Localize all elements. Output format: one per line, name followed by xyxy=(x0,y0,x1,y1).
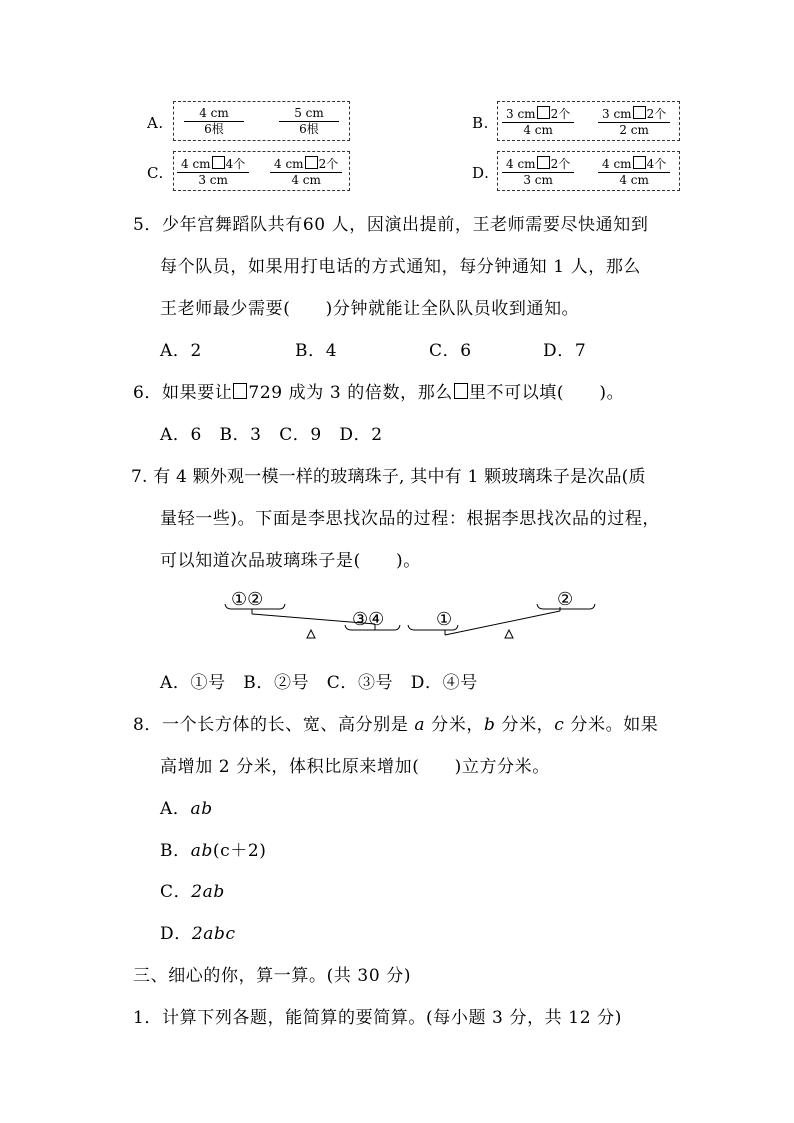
blank-square-icon xyxy=(212,156,225,169)
blank-square-icon xyxy=(233,383,247,399)
bead-4-icon: ④ xyxy=(368,609,385,630)
bead-1-icon: ① xyxy=(231,589,248,610)
q7-line-3: 可以知道次品玻璃珠子是( )。 xyxy=(160,551,421,571)
q8-option-d: D．2abc xyxy=(160,924,236,944)
q4-a-fraction-2: $\frac{5 cm}{\text{6根}}$ xyxy=(279,106,339,137)
blank-square-icon xyxy=(537,156,550,169)
q5-option-b: B．4 xyxy=(295,341,338,361)
blank-square-icon xyxy=(454,383,468,399)
q5-line-2: 每个队员，如果用打电话的方式通知，每分钟通知 1 人，那么 xyxy=(160,257,642,277)
q4-option-d-box xyxy=(497,151,680,191)
q8-line-1: 8．一个长方体的长、宽、高分别是 a 分米，b 分米，c 分米。如果 xyxy=(133,715,659,735)
q5-option-d: D．7 xyxy=(543,341,587,361)
blank-square-icon xyxy=(633,106,646,119)
q4-c-fraction-2: $\frac{\text{4 cm 2个}}{4 cm}$ xyxy=(270,156,342,188)
q4-option-b-box xyxy=(497,101,680,141)
q4-option-c-box xyxy=(173,151,350,191)
q4-option-c-label: C. xyxy=(147,164,164,182)
bead-2-icon: ② xyxy=(557,589,574,610)
scale1-right-beads xyxy=(352,609,384,630)
scale2-right-beads xyxy=(557,589,573,610)
q4-option-b-label: B. xyxy=(472,114,489,132)
q6-question xyxy=(133,378,624,403)
bead-2-icon: ② xyxy=(247,589,264,610)
bead-1-icon: ① xyxy=(436,609,453,630)
q8-line-2: 高增加 2 分米，体积比原来增加( )立方分米。 xyxy=(160,757,550,777)
q7-line-2: 量轻一些)。下面是李思找次品的过程：根据李思找次品的过程， xyxy=(160,509,661,529)
q8-option-b: B．ab(c＋2) xyxy=(160,841,267,861)
q7-options: A．①号 B．②号 C．③号 D．④号 xyxy=(160,673,478,693)
q4-option-d-label: D. xyxy=(472,164,490,182)
scale1-left-beads xyxy=(231,589,263,610)
q6-options: A．6 B．3 C．9 D．2 xyxy=(160,425,383,445)
q5-option-a: A．2 xyxy=(160,341,202,361)
q4-option-a-label: A. xyxy=(147,114,164,132)
section-3-item-1: 1．计算下列各题，能简算的要简算。(每小题 3 分，共 12 分) xyxy=(133,1008,622,1028)
q4-d-fraction-2: $\frac{\text{4 cm 4个}}{4 cm}$ xyxy=(598,156,670,188)
section-3-title: 三、细心的你，算一算。(共 30 分) xyxy=(133,966,412,986)
scale2-left-beads xyxy=(436,609,452,630)
q5-line-3: 王老师最少需要( )分钟就能让全队队员收到通知。 xyxy=(160,299,580,319)
q6-suffix: 729 成为 3 的倍数，那么 xyxy=(248,383,453,403)
blank-square-icon xyxy=(305,156,318,169)
q6-suffix-2: 里不可以填( )。 xyxy=(468,383,625,403)
q4-option-a-box xyxy=(173,101,350,141)
q8-option-a: A．ab xyxy=(160,799,213,819)
q4-c-fraction-1: $\frac{\text{4 cm 4个}}{3 cm}$ xyxy=(177,156,249,188)
q5-option-c: C．6 xyxy=(429,341,472,361)
q8-option-c: C．2ab xyxy=(160,882,225,902)
q4-b-fraction-2: $\frac{\text{3 cm 2个}}{2 cm}$ xyxy=(598,106,670,138)
q7-line-1: 7. 有 4 颗外观一模一样的玻璃珠子, 其中有 1 颗玻璃珠子是次品(质 xyxy=(131,467,646,487)
q6-prefix: 6．如果要让 xyxy=(133,383,233,403)
q5-line-1: 5．少年宫舞蹈队共有60 人，因演出提前，王老师需要尽快通知到 xyxy=(133,215,649,235)
q4-a-fraction-1: $\frac{4 cm}{\text{6根}}$ xyxy=(184,106,244,137)
blank-square-icon xyxy=(633,156,646,169)
bead-3-icon: ③ xyxy=(352,609,369,630)
q4-d-fraction-1: $\frac{\text{4 cm 2个}}{3 cm}$ xyxy=(502,156,574,188)
blank-square-icon xyxy=(537,106,550,119)
q4-b-fraction-1: $\frac{\text{3 cm 2个}}{4 cm}$ xyxy=(502,106,574,138)
